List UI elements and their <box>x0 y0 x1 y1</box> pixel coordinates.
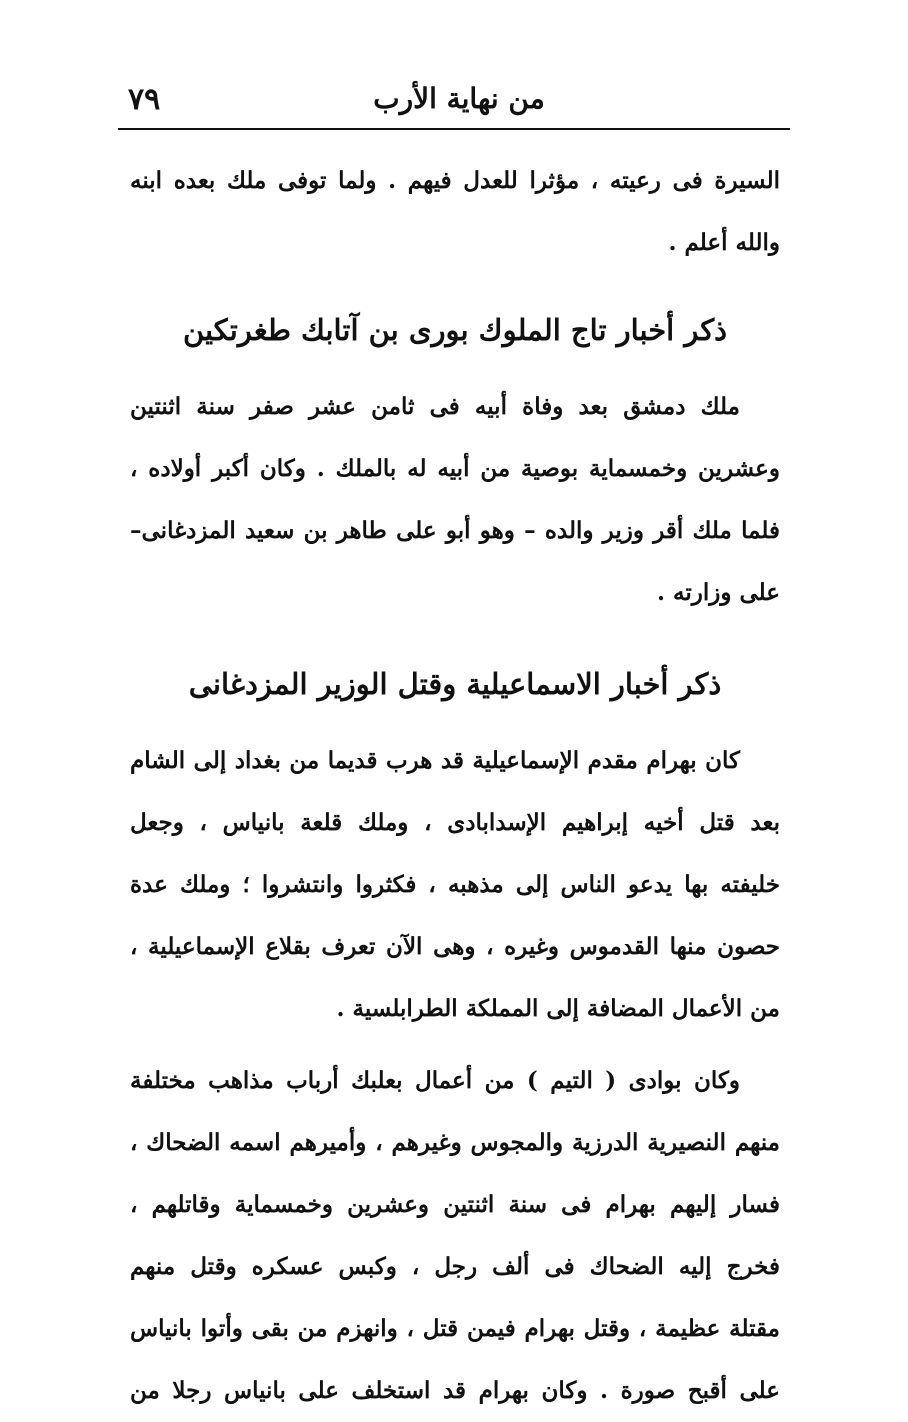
text-line: على أقبح صورة . وكان بهرام قد استخلف على بانياس رجلا من <box>130 1377 780 1404</box>
text-line: ملك دمشق بعد وفاة أبيه فى ثامن عشر صفر سنة اثنتين <box>130 393 740 420</box>
section-heading: ذكر أخبار الاسماعيلية وقتل الوزير المزدغانى <box>188 667 722 701</box>
text-line: وعشرين وخمسماية بوصية من أبيه له بالملك . وكان أكبر أولاده ، <box>130 455 780 482</box>
text-line: بعد قتل أخيه إبراهيم الإسدابادى ، وملك قلعة بانياس ، وجعل <box>130 809 780 836</box>
text-line: حصون منها القدموس وغيره ، وهى الآن تعرف بقلاع الإسماعيلية ، <box>130 933 780 960</box>
text-line: السيرة فى رعيته ، مؤثرا للعدل فيهم . ولما توفى ملك بعده ابنه <box>130 167 780 194</box>
text-line: والله أعلم . <box>668 229 780 256</box>
text-line: منهم النصيرية الدرزية والمجوس وغيرهم ، وأميرهم اسمه الضحاك ، <box>130 1129 780 1156</box>
text-line: كان بهرام مقدم الإسماعيلية قد هرب قديما من بغداد إلى الشام <box>130 747 740 774</box>
header-divider <box>118 128 790 130</box>
text-line: فسار إليهم بهرام فى سنة اثنتين وعشرين وخمسماية وقاتلهم ، <box>130 1191 780 1218</box>
text-line: مقتلة عظيمة ، وقتل بهرام فيمن قتل ، وانهزم من بقى وأتوا بانياس <box>130 1315 780 1342</box>
text-line: فخرج إليه الضحاك فى ألف رجل ، وكبس عسكره وقتل منهم <box>130 1253 780 1280</box>
text-line: خليفته بها يدعو الناس إلى مذهبه ، فكثروا وانتشروا ؛ وملك عدة <box>130 871 780 898</box>
text-line: فلما ملك أقر وزير والده – وهو أبو على طاهر بن سعيد المزدغانى– <box>130 517 780 544</box>
section-heading: ذكر أخبار تاج الملوك بورى بن آتابك طغرتكين <box>182 313 728 347</box>
page-header <box>128 76 790 126</box>
text-line: وكان بوادى ( التيم ) من أعمال بعلبك أرباب مذاهب مختلفة <box>130 1067 740 1094</box>
running-title: من نهاية الأرب <box>373 82 545 115</box>
page-number: ٧٩ <box>128 82 161 117</box>
page-body <box>130 150 780 1422</box>
text-line: من الأعمال المضافة إلى المملكة الطرابلسية . <box>336 995 780 1022</box>
text-line: على وزارته . <box>657 579 780 606</box>
